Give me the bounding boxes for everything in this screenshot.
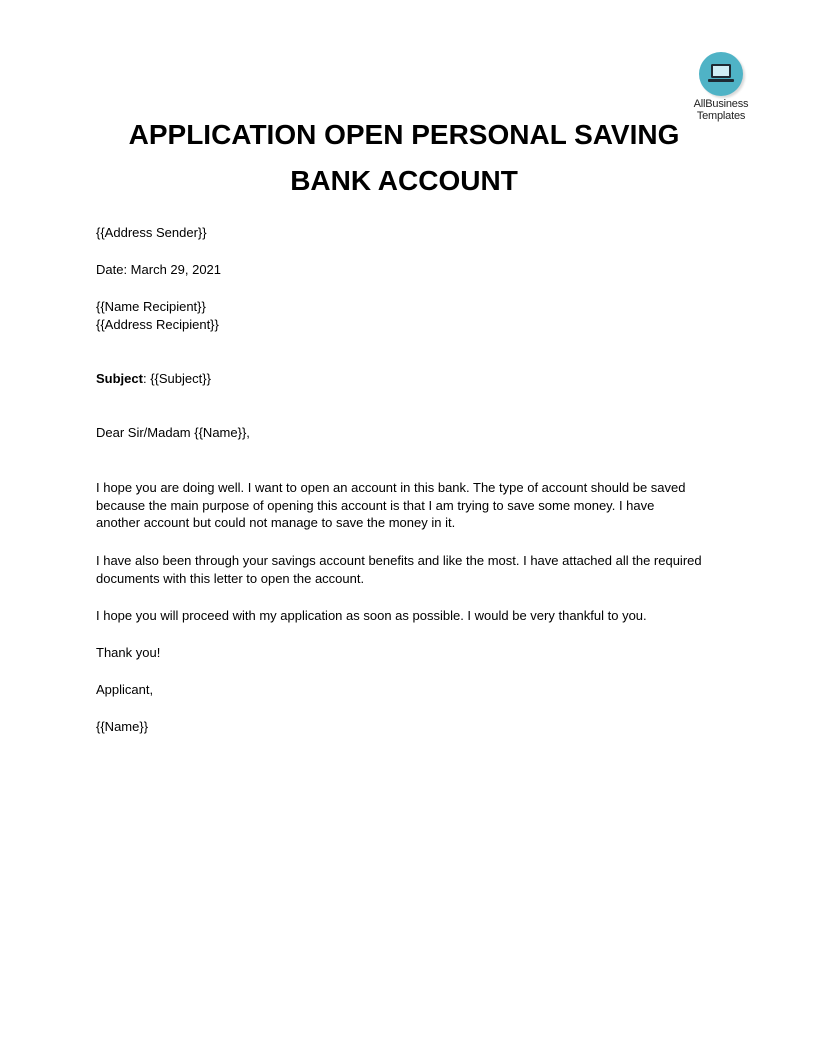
name-recipient: {{Name Recipient}} <box>96 299 206 314</box>
paragraph-2-line-1: I have also been through your savings account benefits and like the most. I have attached all the required <box>96 553 702 568</box>
address-sender: {{Address Sender}} <box>96 225 207 240</box>
paragraph-1-line-2: because the main purpose of opening this account is that I am trying to save some money. I have <box>96 497 655 513</box>
paragraph-2-line-2: documents with this letter to open the account. <box>96 570 365 586</box>
subject-label: Subject <box>96 371 143 386</box>
thanks-line: Thank you! <box>96 645 161 660</box>
paragraph-3: I hope you will proceed with my application as soon as possible. I would be very thankful to you. <box>96 608 647 623</box>
subject-line <box>96 370 736 388</box>
address-recipient: {{Address Recipient}} <box>96 317 219 332</box>
paragraph-1 <box>96 479 736 532</box>
date-line: Date: March 29, 2021 <box>96 262 222 277</box>
paragraph-1-line-3: another account but could not manage to save the money in it. <box>96 515 456 530</box>
paragraph-1-line-1: I hope you are doing well. I want to open an account in this bank. The type of account should be saved <box>96 480 686 495</box>
signature-name: {{Name}} <box>96 719 149 734</box>
document-title <box>100 112 708 204</box>
title-line2: BANK ACCOUNT <box>290 165 518 196</box>
subject-value: : {{Subject}} <box>142 371 211 386</box>
paragraph-2 <box>96 552 736 587</box>
laptop-icon <box>699 52 743 96</box>
title-line1: APPLICATION OPEN PERSONAL SAVING <box>128 119 680 150</box>
logo-text-line2: Templates <box>696 110 746 122</box>
logo-text-line1: AllBusiness <box>693 98 749 110</box>
salutation: Dear Sir/Madam {{Name}}, <box>96 425 250 440</box>
closing-line: Applicant, <box>96 682 154 697</box>
